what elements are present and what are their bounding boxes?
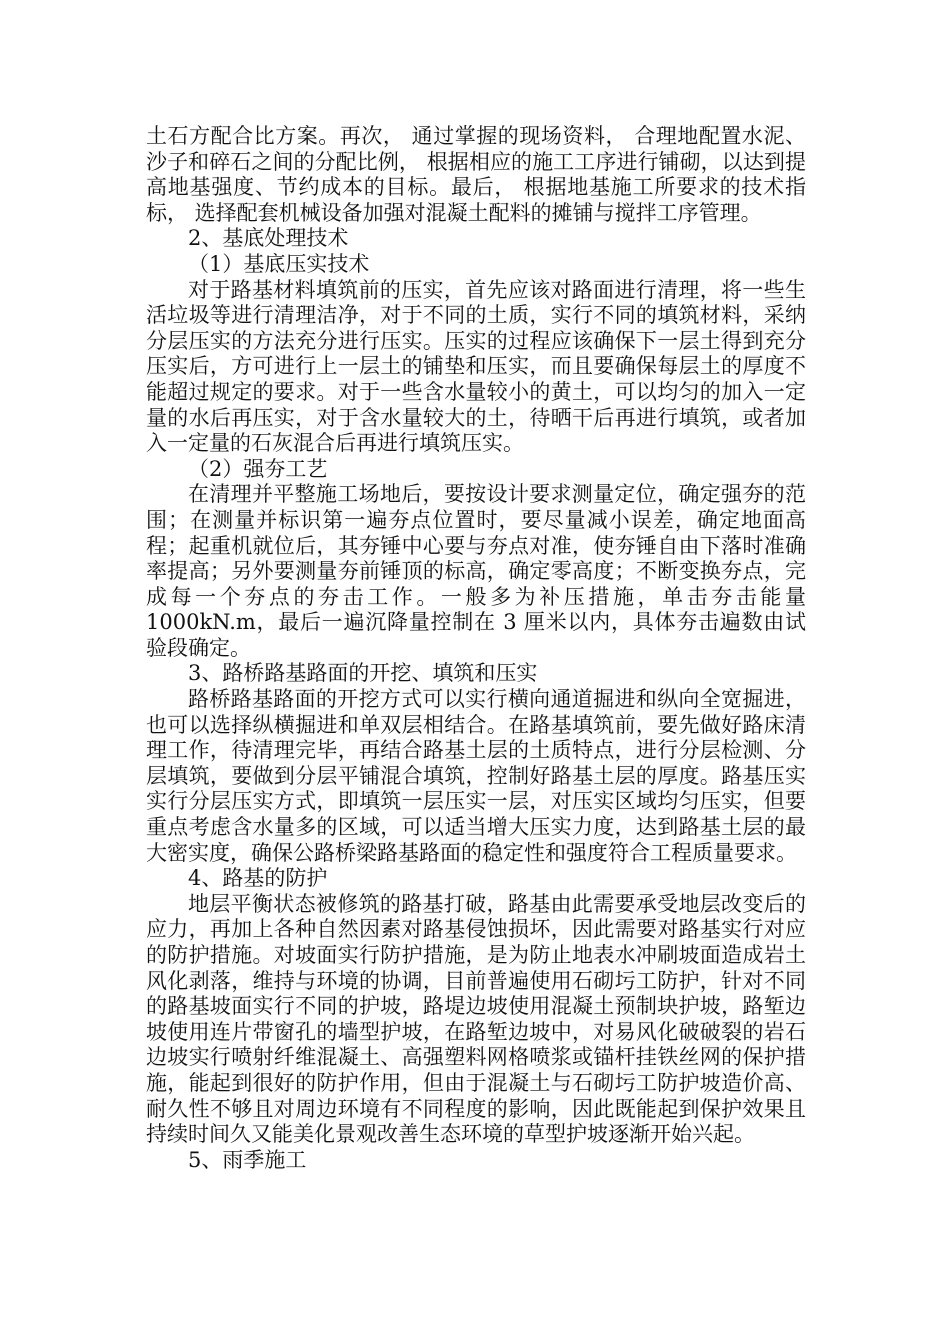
paragraph-dynamic-compaction: 在清理并平整施工场地后，要按设计要求测量定位，确定强夯的范围；在测量并标识第一遍夯点位置时，要尽量减小误差，确定地面高程；起重机就位后，其夯锤中心要与夯点对准，使夯锤自由下落时准确率提高；另外要测量夯前锤顶的标高，确定零高度；不断变换夯点，完成每一个夯点的夯击工作。一般多为补压措施，单击夯击能量 1000kN.m，最后一遍沉降量控制在 3 厘米以内，具体夯击遍数由试验段确定。 xyxy=(146,482,806,660)
paragraph-compaction: 对于路基材料填筑前的压实，首先应该对路面进行清理，将一些生活垃圾等进行清理洁净，对于不同的土质，实行不同的填筑材料，采纳分层压实的方法充分进行压实。压实的过程应该确保下一层土得到充分压实后，方可进行上一层土的铺垫和压实，而且要确保每层土的厚度不能超过规定的要求。对于一些含水量较小的黄土，可以均匀的加入一定量的水后再压实，对于含水量较大的土，待晒干后再进行填筑，或者加入一定量的石灰混合后再进行填筑压实。 xyxy=(146,277,806,456)
subheading-base-compaction: （1）基底压实技术 xyxy=(188,251,370,276)
heading-protection: 4、路基的防护 xyxy=(188,866,328,891)
paragraph-mix-ratio: 土石方配合比方案。再次， 通过掌握的现场资料， 合理地配置水泥、沙子和碎石之间的分配比例， 根据相应的施工工序进行铺砌，以达到提高地基强度、节约成本的目标。最后， 根据地基施工所要求的技术指标， 选择配套机械设备加强对混凝土配料的摊铺与搅拌工序管理。 xyxy=(146,124,806,225)
subheading-dynamic-compaction: （2）强夯工艺 xyxy=(188,456,328,481)
heading-base-treatment: 2、基底处理技术 xyxy=(188,226,349,251)
paragraph-protection: 地层平衡状态被修筑的路基打破，路基由此需要承受地层改变后的应力，再加上各种自然因素对路基侵蚀损坏，因此需要对路基实行对应的防护措施。对坡面实行防护措施，是为防止地表水冲刷坡面造成岩土风化剥落，维持与环境的协调，目前普遍使用石砌圬工防护，针对不同的路基坡面实行不同的护坡，路堤边坡使用混凝土预制块护坡，路堑边坡使用连片带窗孔的墙型护坡，在路堑边坡中，对易风化破破裂的岩石边坡实行喷射纤维混凝土、高强塑料网格喷浆或锚杆挂铁丝网的保护措施，能起到很好的防护作用，但由于混凝土与石砌圬工防护坡造价高、耐久性不够且对周边环境有不同程度的影响，因此既能起到保护效果且持续时间久又能美化景观改善生态环境的草型护坡逐渐开始兴起。 xyxy=(146,891,806,1147)
paragraph-excavation: 路桥路基路面的开挖方式可以实行横向通道掘进和纵向全宽掘进，也可以选择纵横掘进和单双层相结合。在路基填筑前，要先做好路床清理工作，待清理完毕，再结合路基土层的土质特点，进行分层检测、分层填筑，要做到分层平铺混合填筑，控制好路基土层的厚度。路基压实实行分层压实方式，即填筑一层压实一层，对压实区域均匀压实，但要重点考虑含水量多的区域，可以适当增大压实力度，达到路基土层的最大密实度，确保公路桥梁路基路面的稳定性和强度符合工程质量要求。 xyxy=(146,687,806,865)
heading-rainy-season: 5、雨季施工 xyxy=(188,1147,307,1172)
heading-excavation: 3、路桥路基路面的开挖、填筑和压实 xyxy=(188,661,538,686)
document-body xyxy=(146,124,806,1173)
